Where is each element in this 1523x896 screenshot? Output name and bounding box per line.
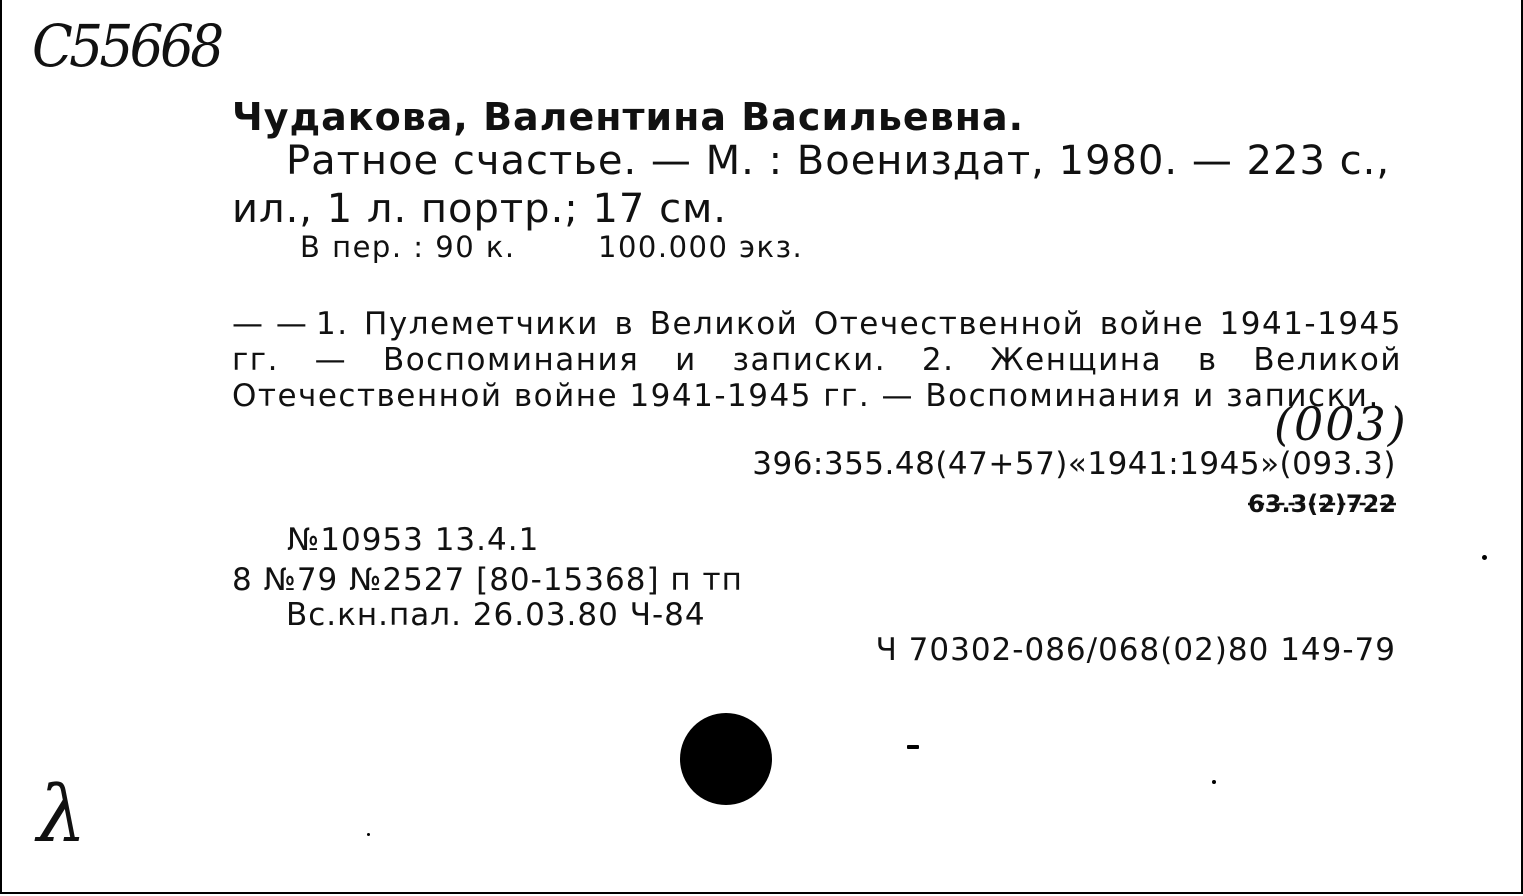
subject-prefix: — — bbox=[232, 306, 309, 342]
handwritten-mark: λ bbox=[37, 770, 87, 860]
author-heading: Чудакова, Валентина Васильевна. bbox=[232, 95, 1025, 139]
speck bbox=[907, 745, 919, 749]
bbk-index: 63.3(2)722 bbox=[1248, 490, 1396, 518]
book-chamber-line: Вс.кн.пал. 26.03.80 Ч-84 bbox=[286, 597, 706, 633]
punch-hole bbox=[680, 713, 772, 805]
print-run-text: 100.000 экз. bbox=[598, 230, 804, 264]
handwritten-inventory-number: С55668 bbox=[32, 12, 221, 80]
subject-text: 1. Пулеметчики в Великой Отечественной войне 1941-1945 гг. — Воспоминания и записки. 2. Женщина в Великой Отечественной войне 1941-1945 гг. — Воспоминания и записки. bbox=[232, 306, 1402, 414]
speck bbox=[1212, 780, 1216, 784]
speck bbox=[1482, 555, 1487, 560]
subject-headings bbox=[232, 306, 1402, 414]
handwritten-code: (003) bbox=[1274, 397, 1408, 451]
record-number: №10953 13.4.1 bbox=[287, 522, 540, 558]
title-statement-line2: ил., 1 л. портр.; 17 см. bbox=[232, 186, 727, 232]
udc-index: 396:355.48(47+57)«1941:1945»(093.3) bbox=[752, 446, 1396, 482]
speck bbox=[367, 833, 370, 836]
title-statement-line1: Ратное счастье. — М. : Воениздат, 1980. — 223 с., bbox=[286, 138, 1391, 184]
price-text: В пер. : 90 к. bbox=[300, 230, 516, 264]
catalog-number: Ч 70302-086/068(02)80 149-79 bbox=[875, 632, 1396, 668]
series-line: 8 №79 №2527 [80-15368] п тп bbox=[232, 562, 743, 598]
